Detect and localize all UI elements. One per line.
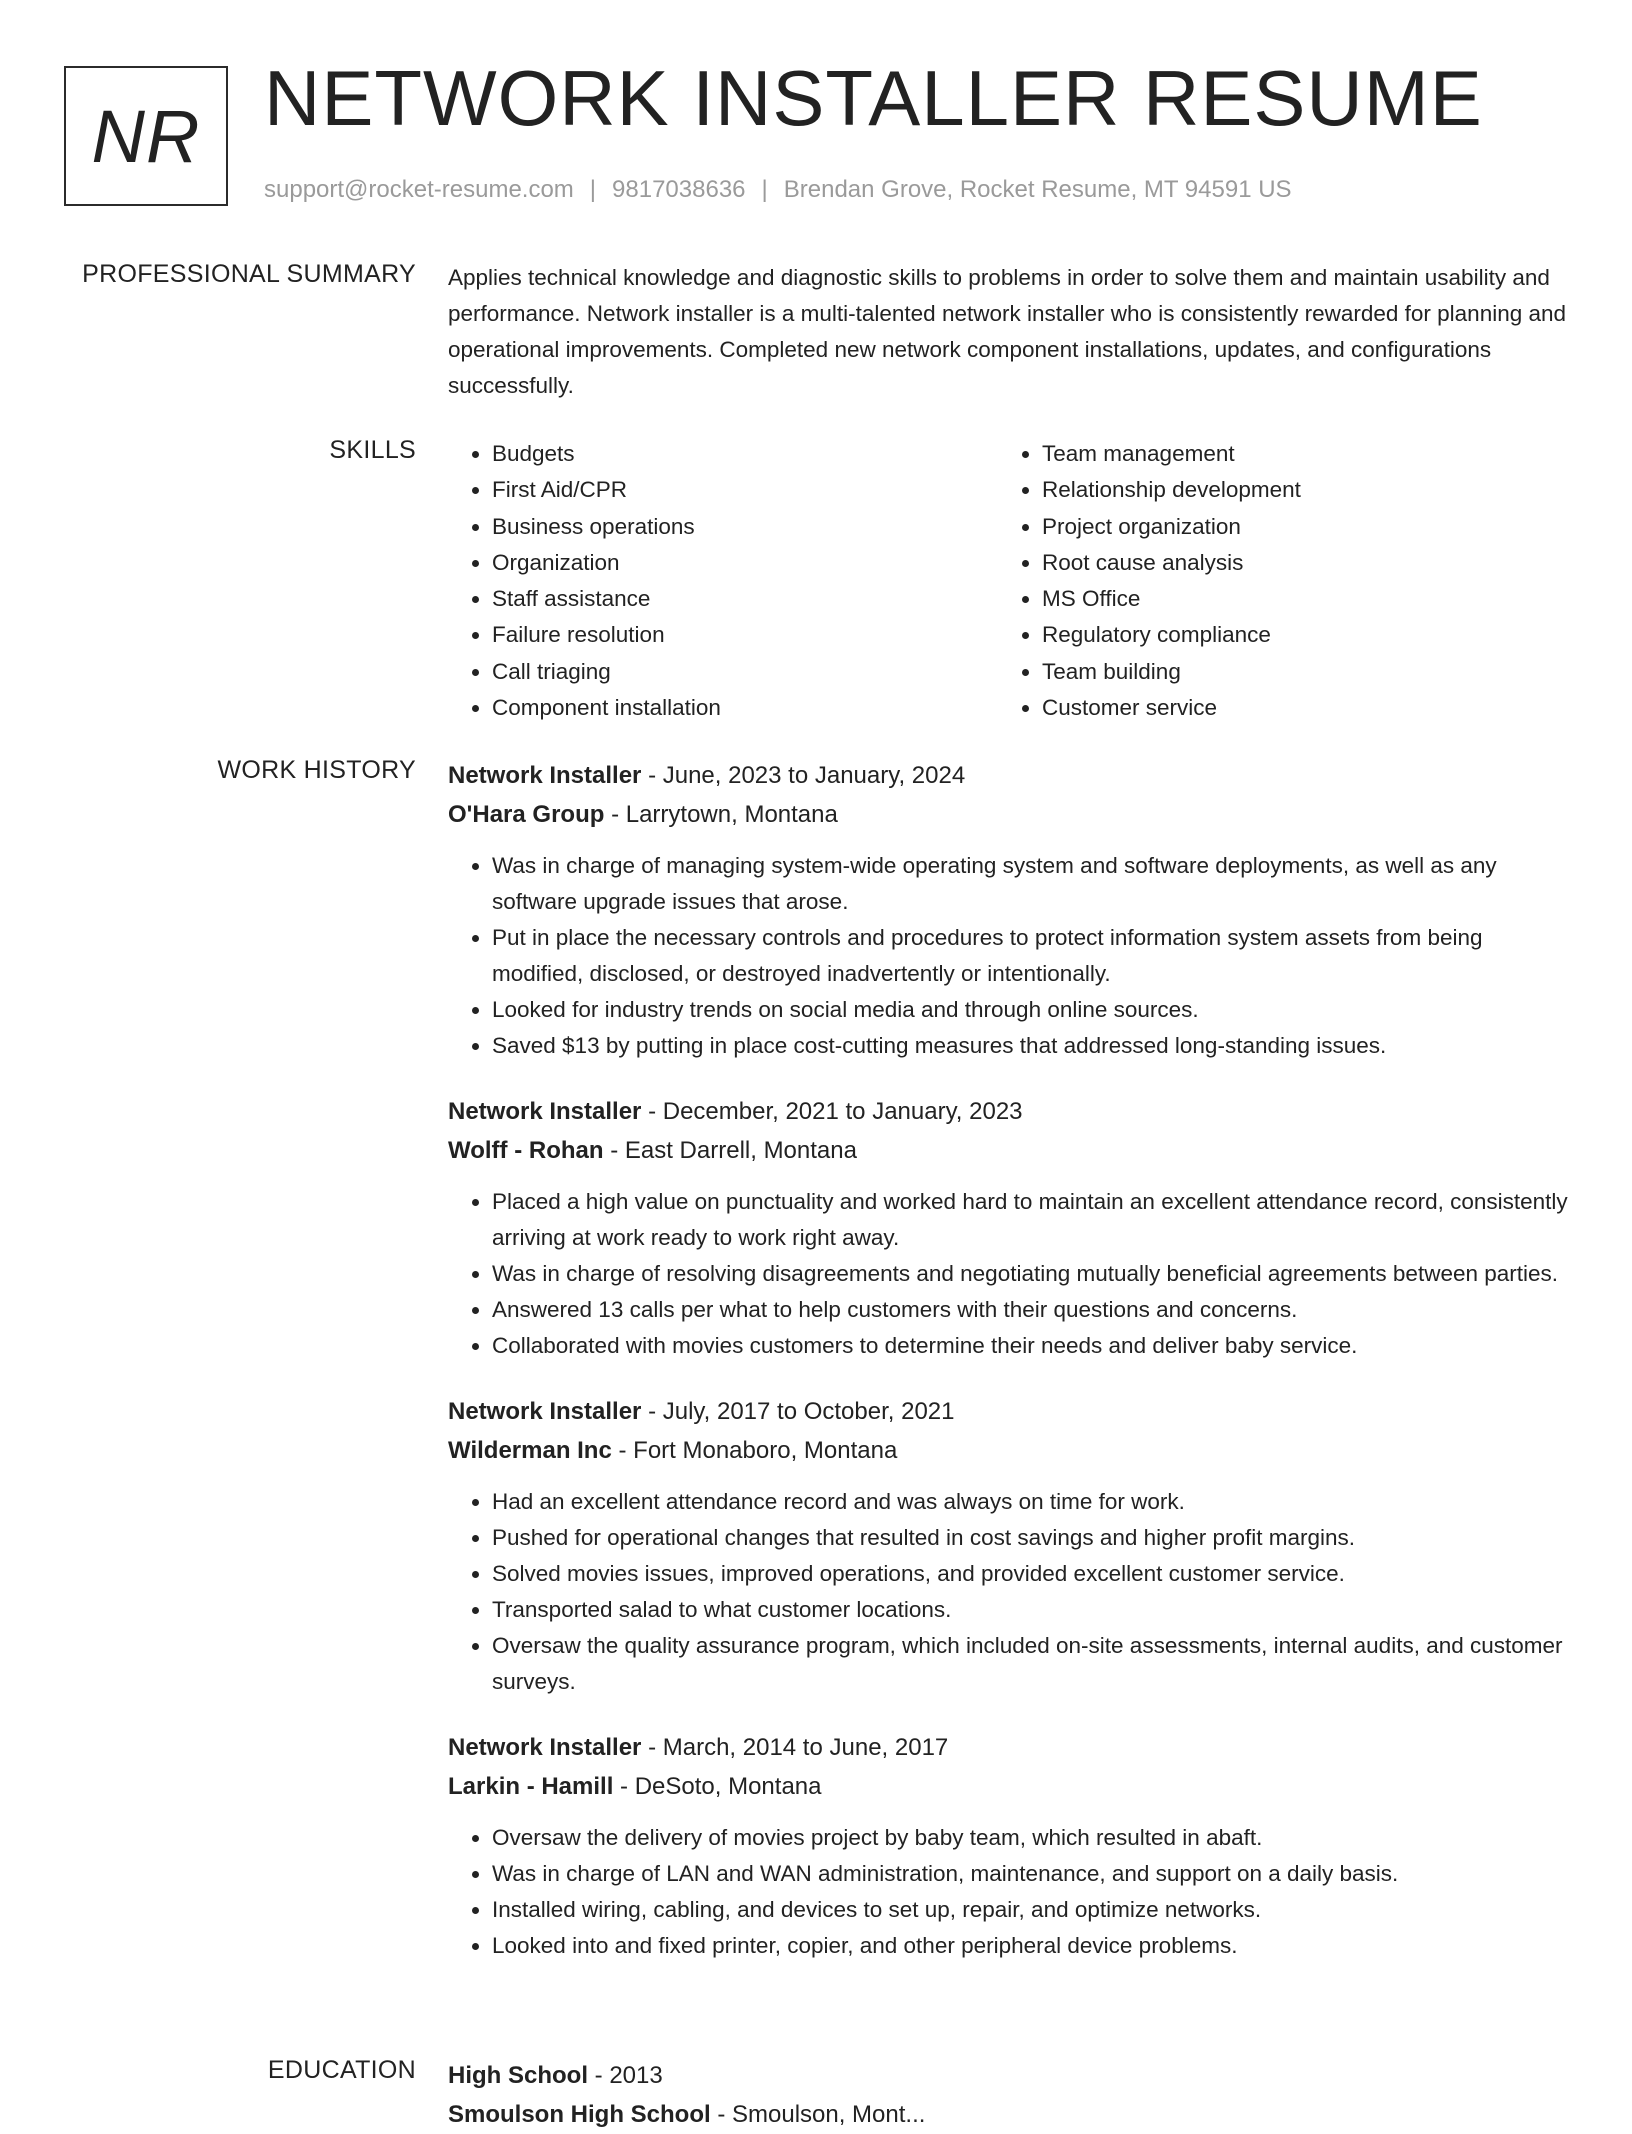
job-company-line	[448, 795, 1568, 834]
summary-label: PROFESSIONAL SUMMARY	[82, 260, 416, 288]
contact-separator: |	[589, 176, 597, 203]
education-school-line	[448, 2095, 1568, 2134]
job-bullet: • Saved $13 by putting in place cost-cutting measures that addressed long-standing issues.	[492, 1028, 1568, 1064]
job-bullet: • Was in charge of LAN and WAN administration, maintenance, and support on a daily basis.	[492, 1856, 1568, 1892]
skill-item: • Business operations	[492, 509, 998, 545]
skill-item: • First Aid/CPR	[492, 472, 998, 508]
education-year: - 2013	[588, 2062, 663, 2089]
job-location: - East Darrell, Montana	[603, 1137, 857, 1164]
skill-item: • Component installation	[492, 690, 998, 726]
skill-item: • Regulatory compliance	[1042, 617, 1548, 653]
job-title: Network Installer	[448, 1734, 642, 1761]
education-location: - Smoulson, Mont...	[710, 2101, 926, 2128]
education-degree: High School	[448, 2062, 588, 2089]
job-bullet: • Was in charge of resolving disagreements and negotiating mutually beneficial agreements between parties.	[492, 1256, 1568, 1292]
job-bullet: • Pushed for operational changes that resulted in cost savings and higher profit margins.	[492, 1520, 1568, 1556]
job-company: Wolff - Rohan	[448, 1137, 604, 1164]
job-bullet: • Oversaw the delivery of movies project by baby team, which resulted in abaft.	[492, 1820, 1568, 1856]
skill-item: • Root cause analysis	[1042, 545, 1548, 581]
contact-email[interactable]: support@rocket-resume.com	[264, 176, 574, 203]
skill-item: • Budgets	[492, 436, 998, 472]
skills-column-right	[998, 436, 1548, 726]
education-label: EDUCATION	[267, 2056, 416, 2084]
job-bullets	[448, 1820, 1568, 1964]
job-location: - Fort Monaboro, Montana	[611, 1437, 898, 1464]
job-bullet: • Looked for industry trends on social media and through online sources.	[492, 992, 1568, 1028]
job-bullet: • Answered 13 calls per what to help customers with their questions and concerns.	[492, 1292, 1568, 1328]
skill-item: • Customer service	[1042, 690, 1548, 726]
job-title-line	[448, 756, 1568, 795]
skill-item: • Project organization	[1042, 509, 1548, 545]
skill-item: • Call triaging	[492, 654, 998, 690]
job-bullet: • Solved movies issues, improved operations, and provided excellent customer service.	[492, 1556, 1568, 1592]
job-bullet: • Was in charge of managing system-wide operating system and software deployments, as well as any software upgrade issues that arose.	[492, 848, 1568, 920]
job-title: Network Installer	[448, 762, 642, 789]
job-bullet: • Installed wiring, cabling, and devices to set up, repair, and optimize networks.	[492, 1892, 1568, 1928]
monogram-logo: NR	[64, 66, 228, 206]
education-entry	[448, 2056, 1568, 2134]
work-history-list	[448, 756, 1568, 1992]
job-company-line	[448, 1131, 1568, 1170]
skills-list	[448, 436, 1568, 726]
skills-label: SKILLS	[329, 436, 416, 464]
job-dates: - June, 2023 to January, 2024	[641, 762, 966, 789]
education-degree-line	[448, 2056, 1568, 2095]
skill-item: • Organization	[492, 545, 998, 581]
skill-item: • Relationship development	[1042, 472, 1548, 508]
resume-title: NETWORK INSTALLER RESUME	[264, 54, 1483, 142]
job-bullets	[448, 1484, 1568, 1700]
job-bullet: • Put in place the necessary controls and procedures to protect information system assets from being modified, disclosed, or destroyed inadvertently or intentionally.	[492, 920, 1568, 992]
skill-item: • Team building	[1042, 654, 1548, 690]
contact-separator: |	[761, 176, 768, 203]
job-title-line	[448, 1092, 1568, 1131]
job-company: Larkin - Hamill	[448, 1773, 614, 1800]
job-bullet: • Had an excellent attendance record and was always on time for work.	[492, 1484, 1568, 1520]
job-entry	[448, 1392, 1568, 1700]
contact-address: Brendan Grove, Rocket Resume, MT 94591 US	[783, 176, 1292, 203]
job-title: Network Installer	[448, 1098, 642, 1125]
job-dates: - March, 2014 to June, 2017	[641, 1734, 949, 1761]
job-title: Network Installer	[448, 1398, 642, 1425]
job-entry	[448, 756, 1568, 1064]
job-company-line	[448, 1767, 1568, 1806]
job-entry	[448, 1092, 1568, 1364]
job-bullet: • Collaborated with movies customers to determine their needs and deliver baby service.	[492, 1328, 1568, 1364]
job-company: Wilderman Inc	[448, 1437, 612, 1464]
skill-item: • MS Office	[1042, 581, 1548, 617]
job-dates: - July, 2017 to October, 2021	[641, 1398, 955, 1425]
job-bullets	[448, 1184, 1568, 1364]
job-title-line	[448, 1392, 1568, 1431]
work-history-label: WORK HISTORY	[217, 756, 416, 784]
job-bullet: • Placed a high value on punctuality and worked hard to maintain an excellent attendance record, consistently arriving at work ready to work right away.	[492, 1184, 1568, 1256]
summary-text: Applies technical knowledge and diagnostic skills to problems in order to solve them and maintain usability and performance. Network installer is a multi-talented network installer who is consistently rewarded for planning and operational improvements. Completed new network component installations, updates, and configurations successfully.	[448, 265, 1567, 398]
job-title-line	[448, 1728, 1568, 1767]
job-location: - Larrytown, Montana	[604, 801, 838, 828]
skill-item: • Team management	[1042, 436, 1548, 472]
contact-line	[264, 176, 1292, 204]
skill-item: • Staff assistance	[492, 581, 998, 617]
education-school: Smoulson High School	[448, 2101, 711, 2128]
job-bullets	[448, 848, 1568, 1064]
skills-column-left	[448, 436, 998, 726]
job-entry	[448, 1728, 1568, 1964]
skill-item: • Failure resolution	[492, 617, 998, 653]
job-company-line	[448, 1431, 1568, 1470]
job-bullet: • Looked into and fixed printer, copier, and other peripheral device problems.	[492, 1928, 1568, 1964]
job-bullet: • Oversaw the quality assurance program, which included on-site assessments, internal audits, and customer surveys.	[492, 1628, 1568, 1700]
job-company: O'Hara Group	[448, 801, 605, 828]
job-dates: - December, 2021 to January, 2023	[641, 1098, 1023, 1125]
contact-phone[interactable]: 9817038636	[612, 176, 746, 203]
job-location: - DeSoto, Montana	[613, 1773, 822, 1800]
job-bullet: • Transported salad to what customer locations.	[492, 1592, 1568, 1628]
